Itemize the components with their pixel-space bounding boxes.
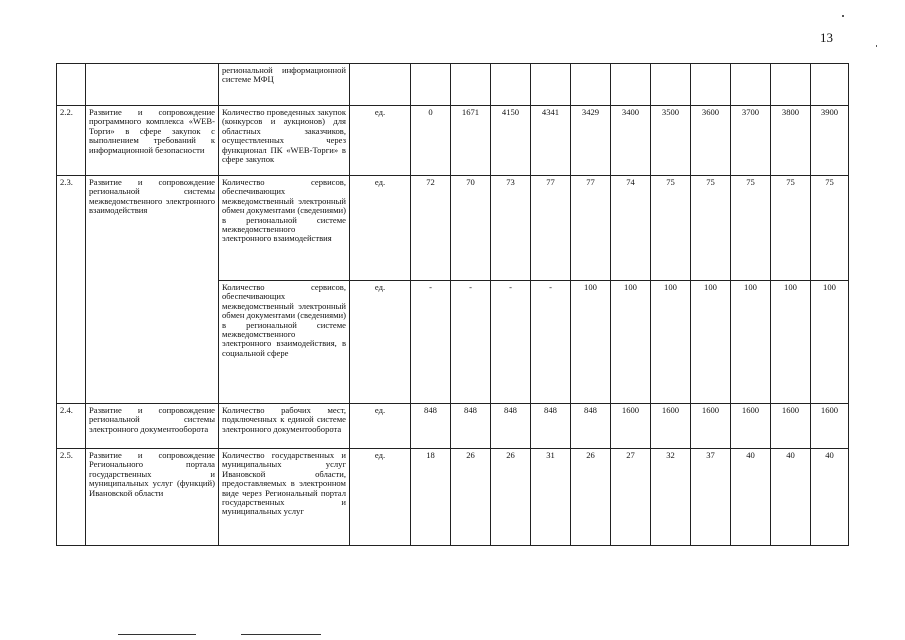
value-cell <box>451 64 491 106</box>
value-cell: 31 <box>531 449 571 546</box>
value-cell: 100 <box>811 281 849 404</box>
value-cell: 4150 <box>491 106 531 176</box>
value-cell: 18 <box>411 449 451 546</box>
row-number-cell <box>57 64 86 106</box>
value-cell: 27 <box>611 449 651 546</box>
table-row <box>57 449 849 546</box>
indicator-cell: Количество сервисов, обеспечивающих межведомственный электронный обмен документами (сведениями) в региональной системе межведомственного электронного взаимодействия <box>219 176 350 281</box>
value-cell: 72 <box>411 176 451 281</box>
value-cell: 3800 <box>771 106 811 176</box>
value-cell: 75 <box>691 176 731 281</box>
value-cell: 3900 <box>811 106 849 176</box>
value-cell <box>691 64 731 106</box>
value-cell <box>731 64 771 106</box>
row-number-cell: 2.2. <box>57 106 86 176</box>
indicator-cell: региональной информационной системе МФЦ <box>219 64 350 106</box>
indicator-cell: Количество сервисов, обеспечивающих межведомственный электронный обмен документами (сведениями) в региональной системе межведомственного электронного взаимодействия, в социальной сфере <box>219 281 350 404</box>
value-cell: 3700 <box>731 106 771 176</box>
scan-speck <box>876 45 877 47</box>
unit-cell: ед. <box>350 449 411 546</box>
value-cell: 1671 <box>451 106 491 176</box>
row-number-cell: 2.5. <box>57 449 86 546</box>
value-cell <box>491 64 531 106</box>
value-cell: 848 <box>491 404 531 449</box>
value-cell: 1600 <box>811 404 849 449</box>
value-cell: 37 <box>691 449 731 546</box>
unit-cell: ед. <box>350 176 411 281</box>
value-cell: 1600 <box>771 404 811 449</box>
footer-line-left <box>118 634 196 635</box>
value-cell: 32 <box>651 449 691 546</box>
value-cell: 1600 <box>731 404 771 449</box>
value-cell: 100 <box>611 281 651 404</box>
value-cell: - <box>451 281 491 404</box>
value-cell: 75 <box>771 176 811 281</box>
measure-cell <box>86 64 219 106</box>
value-cell: 1600 <box>651 404 691 449</box>
value-cell: 3600 <box>691 106 731 176</box>
value-cell: 73 <box>491 176 531 281</box>
table-row <box>57 106 849 176</box>
value-cell: 848 <box>571 404 611 449</box>
row-number-cell: 2.3. <box>57 176 86 404</box>
value-cell <box>811 64 849 106</box>
value-cell: 100 <box>731 281 771 404</box>
value-cell: 26 <box>451 449 491 546</box>
value-cell: - <box>491 281 531 404</box>
value-cell: 848 <box>531 404 571 449</box>
value-cell: 26 <box>571 449 611 546</box>
value-cell: 40 <box>731 449 771 546</box>
value-cell: 70 <box>451 176 491 281</box>
value-cell: - <box>411 281 451 404</box>
measure-cell: Развитие и сопровождение Регионального портала государственных и муниципальных услуг (функций) Ивановской области <box>86 449 219 546</box>
page-number: 13 <box>820 30 833 45</box>
value-cell: 0 <box>411 106 451 176</box>
value-cell: 3429 <box>571 106 611 176</box>
row-number-cell: 2.4. <box>57 404 86 449</box>
value-cell <box>771 64 811 106</box>
measure-cell: Развитие и сопровождение региональной системы электронного документооборота <box>86 404 219 449</box>
value-cell: 40 <box>811 449 849 546</box>
scan-speck <box>842 15 844 17</box>
value-cell: 75 <box>651 176 691 281</box>
value-cell: 100 <box>691 281 731 404</box>
unit-cell: ед. <box>350 106 411 176</box>
value-cell: 3500 <box>651 106 691 176</box>
value-cell: 848 <box>451 404 491 449</box>
unit-cell: ед. <box>350 281 411 404</box>
value-cell: 26 <box>491 449 531 546</box>
value-cell <box>651 64 691 106</box>
value-cell <box>611 64 651 106</box>
value-cell: 100 <box>771 281 811 404</box>
measure-cell: Развитие и сопровождение региональной системы межведомственного электронного взаимодействия <box>86 176 219 404</box>
value-cell: 848 <box>411 404 451 449</box>
value-cell: 40 <box>771 449 811 546</box>
value-cell: 77 <box>571 176 611 281</box>
value-cell <box>411 64 451 106</box>
measure-cell: Развитие и сопровождение программного комплекса «WEB-Торги» в сфере закупок с выполнением требований к информационной безопасности <box>86 106 219 176</box>
unit-cell <box>350 64 411 106</box>
value-cell: 75 <box>731 176 771 281</box>
value-cell: 3400 <box>611 106 651 176</box>
table-row <box>57 404 849 449</box>
table-row <box>57 64 849 106</box>
table-row <box>57 176 849 281</box>
indicators-table <box>56 63 849 546</box>
value-cell: 4341 <box>531 106 571 176</box>
value-cell <box>571 64 611 106</box>
value-cell: 100 <box>571 281 611 404</box>
indicator-cell: Количество рабочих мест, подключенных к единой системе электронного документооборота <box>219 404 350 449</box>
footer-line-right <box>241 634 321 635</box>
value-cell: 100 <box>651 281 691 404</box>
value-cell: 1600 <box>691 404 731 449</box>
value-cell: 1600 <box>611 404 651 449</box>
unit-cell: ед. <box>350 404 411 449</box>
value-cell <box>531 64 571 106</box>
value-cell: 77 <box>531 176 571 281</box>
value-cell: - <box>531 281 571 404</box>
value-cell: 75 <box>811 176 849 281</box>
indicator-cell: Количество проведенных закупок (конкурсов и аукционов) для областных заказчиков, осуществленных через функционал ПК «WEB-Торги» в сфере закупок <box>219 106 350 176</box>
value-cell: 74 <box>611 176 651 281</box>
indicator-cell: Количество государственных и муниципальных услуг Ивановской области, предоставляемых в электронном виде через Региональный портал государственных и муниципальных услуг <box>219 449 350 546</box>
